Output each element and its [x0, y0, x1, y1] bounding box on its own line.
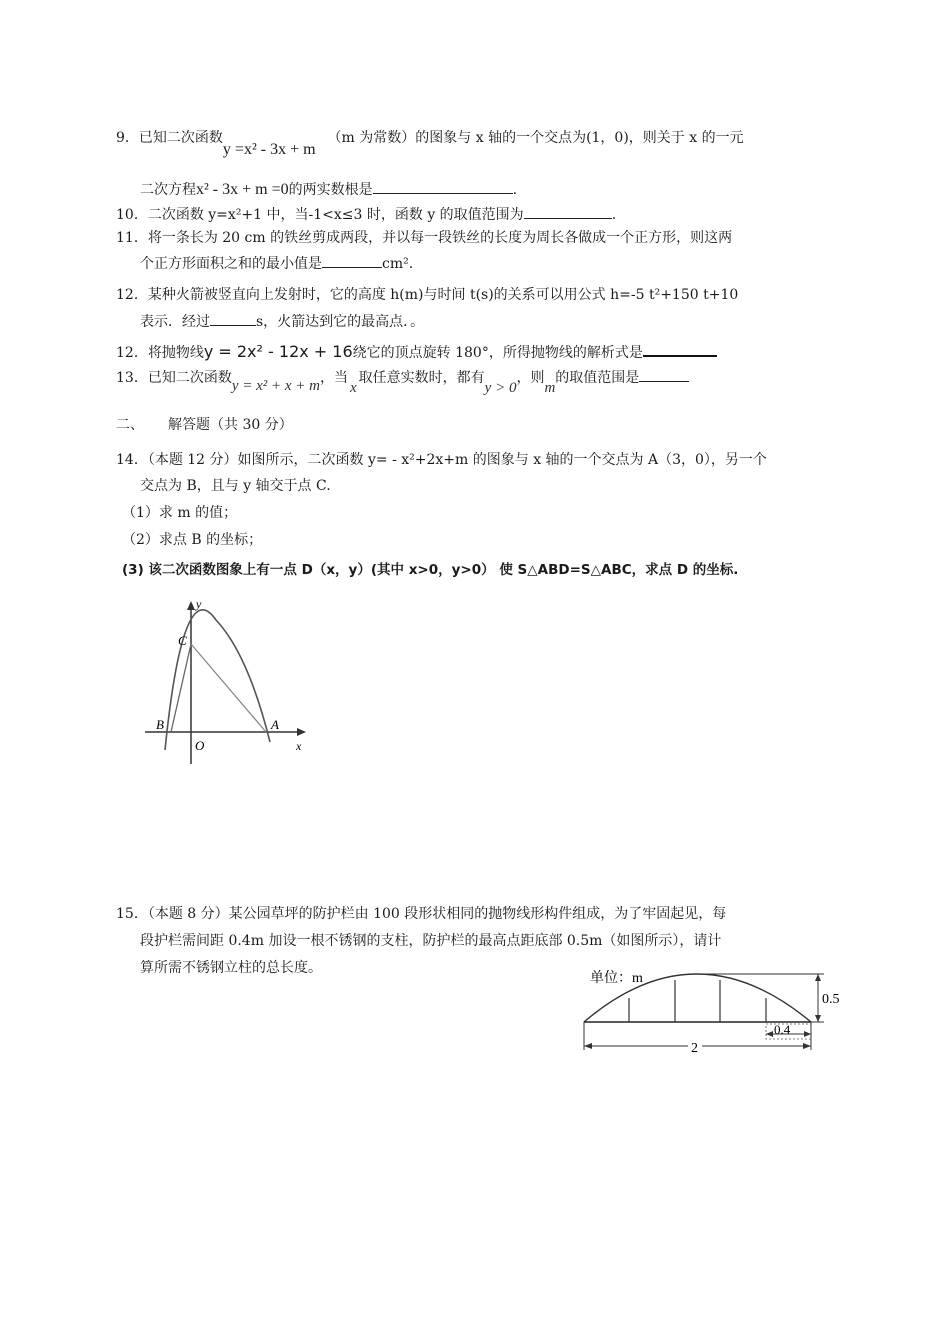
- question-9-line2: [140, 178, 517, 200]
- question-text: 二次函数 y=x²+1 中，当-1<x≤3 时，函数 y 的取值范围为: [147, 207, 524, 223]
- gap-label: 0.4: [774, 1022, 791, 1037]
- question-number: 12．: [116, 345, 148, 361]
- answer-blank[interactable]: [524, 203, 612, 219]
- question-number: 11．: [116, 230, 148, 246]
- section-title: 解答题（共 30 分）: [168, 417, 293, 433]
- question-text: ，当: [320, 370, 348, 386]
- question-14-part3: [122, 560, 738, 580]
- arrow-head: [815, 1015, 821, 1022]
- question-text: 某种火箭被竖直向上发射时，它的高度 h(m)与时间 t(s)的关系可以用公式 h=-5 t²+150 t+10: [147, 287, 739, 303]
- question-14-part1: [122, 503, 237, 523]
- question-number: 15．: [116, 906, 148, 922]
- question-text: 表示．经过: [140, 314, 210, 330]
- formula: y > 0: [484, 380, 517, 396]
- question-15: [116, 904, 726, 924]
- sub-question: （2）求点 B 的坐标；: [122, 532, 263, 548]
- point-b-label: B: [156, 717, 164, 732]
- x-axis-arrow: [297, 728, 306, 736]
- question-9: [116, 128, 744, 158]
- origin-label: O: [195, 738, 205, 753]
- answer-blank[interactable]: [322, 252, 382, 268]
- answer-blank[interactable]: [639, 366, 689, 382]
- figure-14-graph: [140, 592, 315, 767]
- sub-question: （1）求 m 的值；: [122, 505, 238, 521]
- unit: cm².: [382, 256, 414, 272]
- answer-blank[interactable]: [643, 340, 717, 357]
- unit-label: 单位：m: [590, 971, 643, 986]
- variable-m: m: [544, 380, 556, 396]
- question-11: [116, 228, 732, 248]
- y-axis-arrow: [187, 601, 195, 610]
- formula: y = 2x² - 12x + 16: [203, 342, 353, 361]
- question-12a: [116, 285, 738, 305]
- question-number: 12．: [116, 287, 148, 303]
- question-13: [116, 366, 689, 396]
- arrow-head: [804, 1031, 811, 1037]
- segment-bc: [171, 644, 191, 732]
- question-text: 算所需不锈钢立柱的总长度。: [140, 960, 322, 976]
- arrow-head: [803, 1043, 811, 1049]
- question-15-line3: [140, 958, 322, 978]
- section-heading: [116, 415, 293, 435]
- formula: y =x² - 3x + m: [222, 141, 316, 158]
- question-number: 14．: [116, 452, 148, 468]
- question-text: （m 为常数）的图象与 x 轴的一个交点为(1，0)，则关于 x 的一元: [327, 130, 744, 146]
- answer-blank[interactable]: [373, 178, 513, 194]
- question-text: 将一条长为 20 cm 的铁丝剪成两段，并以每一段铁丝的长度为周长各做成一个正方形，则这两: [147, 230, 733, 246]
- arrow-head: [584, 1043, 592, 1049]
- question-text: 的取值范围是: [555, 370, 640, 386]
- segment-ac: [191, 644, 266, 732]
- question-text: 将抛物线: [147, 345, 204, 361]
- question-number: 13．: [116, 370, 148, 386]
- question-text: 个正方形面积之和的最小值是: [140, 256, 322, 272]
- question-text: （本题 8 分）某公园草坪的防护栏由 100 段形状相同的抛物线形构件组成，为了牢固起见，每: [147, 906, 727, 922]
- question-number: 9．: [116, 130, 139, 146]
- question-text: 取任意实数时，都有: [358, 370, 485, 386]
- y-label: y: [196, 597, 202, 611]
- punctuation: .: [512, 182, 518, 198]
- answer-blank[interactable]: [210, 310, 256, 326]
- punctuation: .: [611, 207, 617, 223]
- question-12b: [116, 340, 717, 363]
- question-text: s，火箭达到它的最高点．。: [256, 314, 425, 330]
- sub-question: (3) 该二次函数图象上有一点 D（x，y）(其中 x>0，y>0） 使 S△ABD=S△ABC，求点 D 的坐标.: [122, 562, 739, 578]
- question-text: 已知二次函数: [138, 130, 223, 146]
- question-14-part2: [122, 530, 262, 550]
- question-12a-line2: [140, 310, 424, 332]
- span-label: 2: [691, 1041, 698, 1056]
- question-11-line2: [140, 252, 413, 274]
- question-text: 交点为 B，且与 y 轴交于点 C.: [140, 478, 331, 494]
- question-text: 二次方程: [140, 182, 196, 198]
- point-a-label: A: [271, 717, 279, 732]
- question-14-line2: [140, 476, 331, 496]
- parabola-curve: [165, 610, 270, 750]
- height-label: 0.5: [822, 992, 840, 1007]
- question-text: （本题 12 分）如图所示，二次函数 y= - x²+2x+m 的图象与 x 轴的一个交点为 A（3，0），另一个: [147, 452, 767, 468]
- question-text: 绕它的顶点旋转 180°，所得抛物线的解析式是: [352, 345, 643, 361]
- question-15-line2: [140, 931, 721, 951]
- figure-15-fence: [578, 962, 850, 1058]
- point-c-label: C: [178, 633, 187, 648]
- question-text: 的两实数根是: [288, 182, 373, 198]
- question-text: ，则: [516, 370, 545, 386]
- arrow-head: [815, 974, 821, 981]
- question-text: 已知二次函数: [147, 370, 232, 386]
- x-label: x: [296, 739, 302, 753]
- arrow-head: [766, 1031, 773, 1037]
- question-number: 10．: [116, 207, 148, 223]
- formula: y = x² + x + m: [231, 378, 320, 394]
- question-10: [116, 203, 616, 225]
- formula: x² - 3x + m =0: [196, 181, 289, 198]
- question-text: 段护栏需间距 0.4m 加设一根不锈钢的支柱，防护栏的最高点距底部 0.5m（如图所示），请计: [140, 933, 722, 949]
- section-number: 二、: [116, 417, 144, 433]
- variable-x: x: [350, 380, 357, 396]
- question-14: [116, 450, 767, 470]
